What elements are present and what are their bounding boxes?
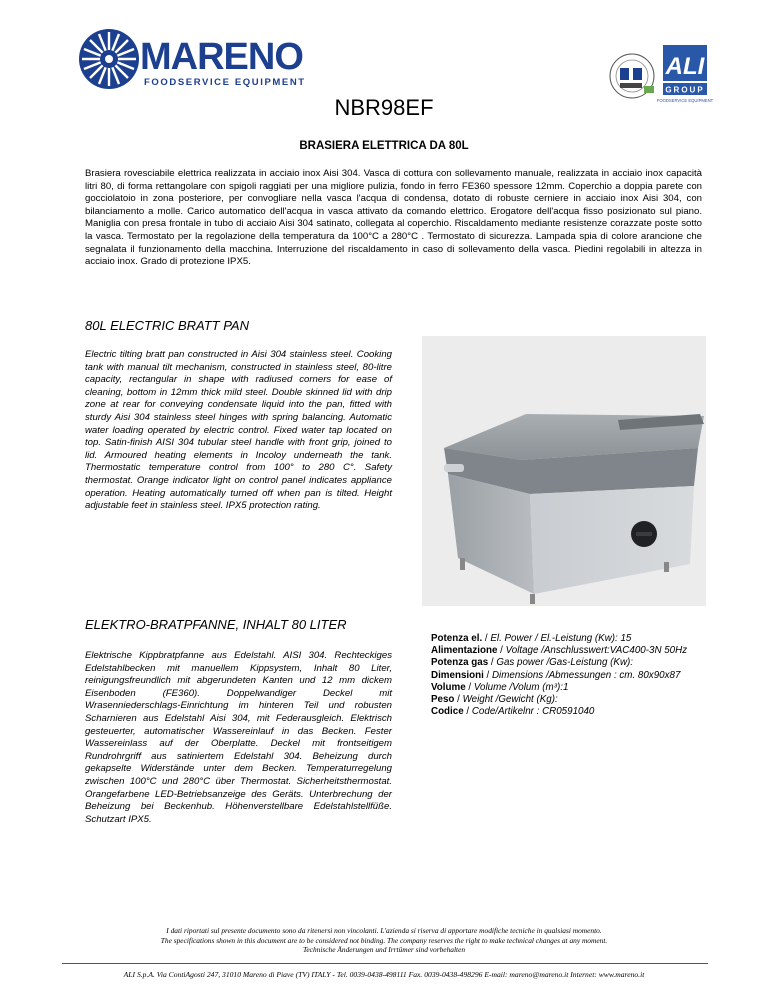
- disclaimer: [0, 926, 768, 955]
- brand-name: MARENO: [140, 36, 303, 78]
- disclaimer-line: Technische Änderungen und Irrtümer sind vorbehalten: [302, 945, 466, 955]
- product-subtitle: BRASIERA ELETTRICA DA 80L: [299, 140, 469, 152]
- product-photo: [422, 336, 706, 606]
- model-code: NBR98EF: [334, 95, 434, 120]
- spec-row: Peso / Weight /Gewicht (Kg):: [431, 694, 558, 706]
- specifications: [431, 633, 721, 718]
- mareno-emblem-icon: [78, 28, 140, 90]
- spec-row: Volume / Volume /Volum (m³):1: [431, 681, 569, 693]
- english-heading: 80L ELECTRIC BRATT PAN: [85, 318, 249, 333]
- english-description: Electric tilting bratt pan constructed in Aisi 304 stainless steel. Cooking tank with manual tilt mechanism, constructed in stainless steel, 80-litre capacity, rectangular in shape with radiused corners for ease of cleaning, bottom in 12mm thick mild steel. Double skinned lid with drip zone at rear for conveying condensate liquid into the pan, fitted with sturdy Aisi 304 stainless steel hinges with spring balancing. Automatic water loading operated by electric control. Fixed water tap located on top. Satin-finish AISI 304 tubular steel handle with front grip, joined to lid. Armoured heating elements in Incoloy underneath the tank. Thermostatic temperature control from 100° to 280 C°. Safety thermostat. Orange indicator light on control panel indicates appliance operation. Heating automatically turned off when pan is tilted. Height adjustable feet in stainless steel. IPX5 protection rating.: [85, 349, 392, 512]
- spec-row: Potenza el. / El. Power / El.-Leistung (Kw): 15: [431, 633, 632, 644]
- disclaimer-line: The specifications shown in this document are to be considered not binding. The company reserves the right to make technical changes at any moment.: [160, 935, 608, 945]
- spec-row: Dimensioni / Dimensions /Abmessungen : cm. 80x90x87: [431, 669, 681, 681]
- spec-row: Alimentazione / Voltage /Anschlusswert:VAC400-3N 50Hz: [431, 645, 688, 657]
- german-description: Elektrische Kippbratpfanne aus Edelstahl. AISI 304. Rechteckiges Edelstahlbecken mit manuellem Kippsystem, Inhalt 80 Liter, reinigungsfreundlich mit abgerundeten Kanten und 12 mm dickem Eisenboden (FE360). Doppelwandiger Deckel mit Wrasenniederschlags-Einrichtung im hinteren Teil und robusten Scharnieren aus Edelstahl Aisi 304, mit Federausgleich. Elektrisch gesteuerter, automatischer Wassereinlauf in das Becken. Fester Wassereinlass auf der Oberplatte. Deckel mit frontseitigem Rundrohrgriff aus satiniertem Edelstahl 304. Beheizung durch gekapselte Widerstände unter dem Becken. Temperaturregelung zwischen 100°C und 280°C über Thermostat. Sicherheitsthermostat. Orangefarbene LED-Betriebsanzeige des Geräts. Unterbrechung der Beheizung bei Beckenhub. Höhenverstellbare Edelstahlstellfüße. Schutzart IPX5.: [85, 650, 392, 825]
- spec-row: Codice / Code/Artikelnr : CR0591040: [431, 706, 595, 718]
- disclaimer-line: I dati riportati sul presente documento sono da ritenersi non vincolanti. L'azienda si riserva di apportare modifiche tecniche in qualsiasi momento.: [166, 926, 602, 935]
- footer-address: ALI S.p.A. Via ContiAgosti 247, 31010 Mareno di Piave (TV) ITALY - Tel. 0039-0438-498111 Fax. 0039-0438-498296 E-mail: mareno@mareno.it Internet: www.mareno.it: [123, 970, 645, 979]
- group-label: GROUP: [665, 85, 705, 95]
- spec-row: Potenza gas / Gas power /Gas-Leistung (Kw):: [431, 657, 634, 669]
- german-heading: ELEKTRO-BRATPFANNE, INHALT 80 LITER: [85, 617, 347, 632]
- group-logo-text: ALI: [665, 53, 705, 80]
- group-sub: FOODSERVICE EQUIPMENT: [656, 98, 714, 103]
- italian-description: Brasiera rovesciabile elettrica realizzata in acciaio inox Aisi 304. Vasca di cottura con sollevamento manuale, realizzata in acciaio inox capacità litri 80, di forma rettangolare con spigoli raggiati per una migliore pulizia, fondo in ferro FE360 spessore 12mm. Coperchio a doppia parete con gocciolatoio in zona posteriore, per convogliare nella vasca l'acqua di condensa, dotato di robuste cerniere in acciaio inox Aisi 304, con bilanciamento a molle. Carico automatico dell'acqua in vasca attivato da comando elettrico. Erogatore dell'acqua fisso posizionato sul piano. Maniglia con presa frontale in tubo di acciaio Aisi 304 satinato, collegata al coperchio. Riscaldamento mediante resistenze corazzate poste sotto la vasca. Termostato per la regolazione della temperatura da 100°C a 280°C . Termostato di sicurezza. Lampada spia di colore arancione che segnalata il funzionamento della macchina. Interruzione del riscaldamento in caso di sollevamento della vasca. Piedini regolabili in altezza in acciaio inox. Grado di protezione IPX5.: [85, 168, 702, 268]
- footer-divider: [62, 963, 708, 964]
- brand-subtitle: FOODSERVICE EQUIPMENT: [144, 77, 306, 88]
